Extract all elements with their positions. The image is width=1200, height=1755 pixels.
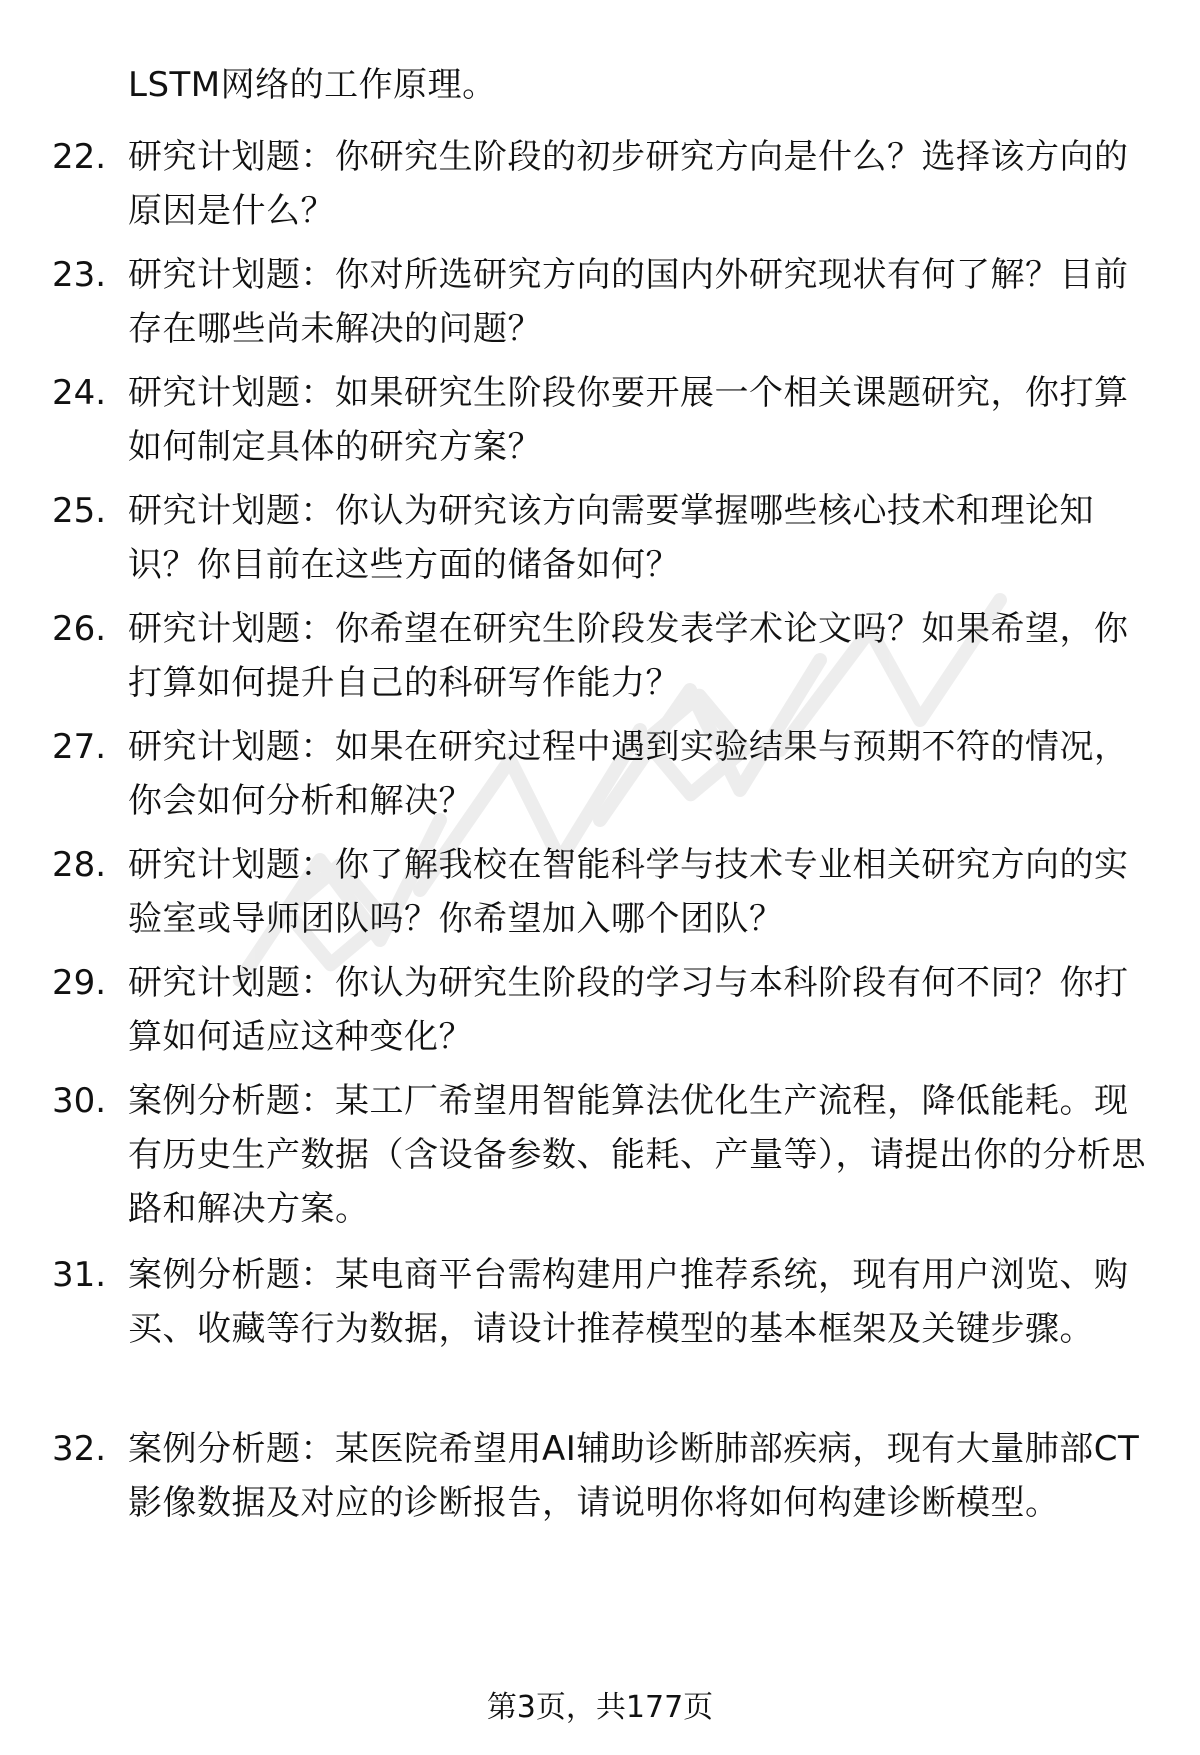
- question-number: 27.: [52, 727, 107, 767]
- question-item: [52, 130, 1152, 238]
- question-item: [52, 248, 1152, 356]
- question-item: [52, 956, 1152, 1064]
- question-text: 研究计划题：如果在研究过程中遇到实验结果与预期不符的情况，你会如何分析和解决？: [128, 727, 1129, 821]
- question-number: 28.: [52, 845, 107, 885]
- question-text: 研究计划题：你了解我校在智能科学与技术专业相关研究方向的实验室或导师团队吗？你希望加入哪个团队？: [128, 845, 1129, 939]
- question-item: [52, 1248, 1152, 1356]
- question-number: 25.: [52, 491, 107, 531]
- question-number: 32.: [52, 1429, 107, 1469]
- question-text: 案例分析题：某电商平台需构建用户推荐系统，现有用户浏览、购买、收藏等行为数据，请设计推荐模型的基本框架及关键步骤。: [128, 1255, 1129, 1349]
- question-text: 案例分析题：某医院希望用AI辅助诊断肺部疾病，现有大量肺部CT影像数据及对应的诊断报告，请说明你将如何构建诊断模型。: [128, 1429, 1140, 1523]
- question-item: [52, 1074, 1152, 1236]
- page-footer: 第3页，共177页: [486, 1690, 714, 1725]
- question-number: 24.: [52, 373, 107, 413]
- question-item: [52, 720, 1152, 828]
- question-number: 29.: [52, 963, 107, 1003]
- question-number: 26.: [52, 609, 107, 649]
- question-number: 30.: [52, 1081, 107, 1121]
- question-item: [52, 838, 1152, 946]
- question-text: 研究计划题：如果研究生阶段你要开展一个相关课题研究，你打算如何制定具体的研究方案？: [128, 373, 1129, 467]
- question-item: [52, 1422, 1152, 1530]
- question-text: 研究计划题：你研究生阶段的初步研究方向是什么？选择该方向的原因是什么？: [128, 137, 1129, 231]
- question-text: 案例分析题：某工厂希望用智能算法优化生产流程，降低能耗。现有历史生产数据（含设备参数、能耗、产量等），请提出你的分析思路和解决方案。: [128, 1081, 1146, 1229]
- question-text: 研究计划题：你希望在研究生阶段发表学术论文吗？如果希望，你打算如何提升自己的科研写作能力？: [128, 609, 1129, 703]
- question-number: 22.: [52, 137, 107, 177]
- question-text: 研究计划题：你认为研究该方向需要掌握哪些核心技术和理论知识？你目前在这些方面的储备如何？: [128, 491, 1094, 585]
- question-item: [52, 602, 1152, 710]
- question-text: 研究计划题：你认为研究生阶段的学习与本科阶段有何不同？你打算如何适应这种变化？: [128, 963, 1129, 1057]
- question-text: 研究计划题：你对所选研究方向的国内外研究现状有何了解？目前存在哪些尚未解决的问题？: [128, 255, 1129, 349]
- question-item: [52, 484, 1152, 592]
- question-number: 23.: [52, 255, 107, 295]
- question-number: 31.: [52, 1255, 107, 1295]
- continuation-text: LSTM网络的工作原理。: [128, 65, 497, 105]
- question-item: [52, 366, 1152, 474]
